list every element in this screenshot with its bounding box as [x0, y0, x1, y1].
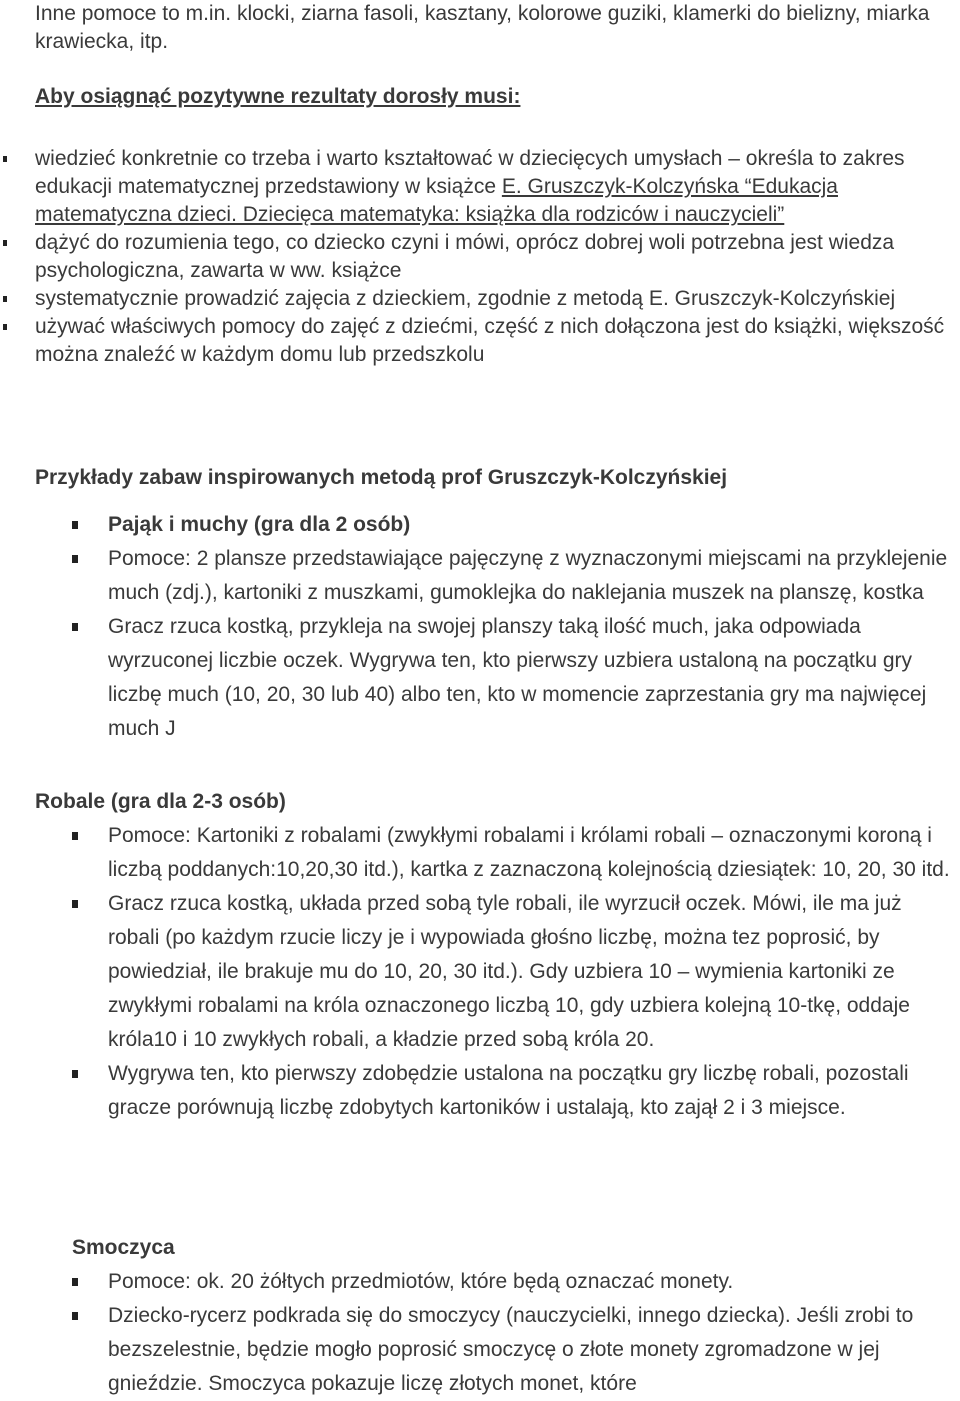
bullet-icon	[72, 555, 78, 563]
list-item-text: używać właściwych pomocy do zajęć z dziećmi, część z nich dołączona jest do książki, większość można znaleźć w każdym domu lub przedszkolu	[35, 315, 945, 366]
list-item-text: Gracz rzuca kostką, układa przed sobą tyle robali, ile wyrzucił oczek. Mówi, ile ma już robali (po każdym rzucie liczy je i wypowiada głośno liczbę, można tez poprosić, by powiedział, ile brakuje mu do 10, 20, 30 itd.). Gdy uzbiera 10 – wymienia kartoniki ze zwykłymi robalami na króla oznaczonego liczbą 10, gdy uzbiera kolejną 10-tkę, oddaje króla10 i 10 zwykłych robali, a kładzie przed sobą króla 20.	[108, 892, 910, 1051]
list-item	[108, 542, 956, 610]
bullet-icon	[3, 324, 7, 330]
list-item	[35, 313, 955, 369]
bullet-icon	[72, 1312, 78, 1320]
list-item-text: wiedzieć konkretnie co trzeba i warto kształtować w dziecięcych umysłach – określa to zakres edukacji matematycznej przedstawiony w książce	[35, 147, 905, 198]
list-item	[108, 887, 956, 1057]
list-item-text: Pomoce: Kartoniki z robalami (zwykłymi robalami i królami robali – oznaczonymi koroną i liczbą poddanych:10,20,30 itd.), kartka z zaznaczoną kolejnością dziesiątek: 10, 20, 30 itd.	[108, 824, 950, 881]
game-smoczyca-title: Smoczyca	[72, 1236, 175, 1259]
list-item	[108, 610, 956, 746]
list-item	[35, 229, 955, 285]
bullet-icon	[72, 1070, 78, 1078]
list-item-text: Pomoce: ok. 20 żółtych przedmiotów, które będą oznaczać monety.	[108, 1270, 734, 1293]
bullet-icon	[72, 623, 78, 631]
list-item	[35, 145, 955, 229]
game-robale-list	[108, 819, 956, 1125]
list-item-text: Dziecko-rycerz podkrada się do smoczycy (nauczycielki, innego dziecka). Jeśli zrobi to bezszelestnie, będzie mogło poprosić smoczycę o złote monety zgromadzone w jej gnieździe. Smoczyca pokazuje liczę złotych monet, które	[108, 1304, 914, 1395]
game-robale-title: Robale (gra dla 2-3 osób)	[35, 790, 286, 813]
list-item	[35, 285, 955, 313]
list-item-text: Wygrywa ten, kto pierwszy zdobędzie ustalona na początku gry liczbę robali, pozostali gracze porównują liczbę zdobytych kartoników i ustalają, kto zajął 2 i 3 miejsce.	[108, 1062, 909, 1119]
bullet-icon	[72, 521, 78, 529]
bullet-icon	[3, 240, 7, 246]
list-item-text: systematycznie prowadzić zajęcia z dzieckiem, zgodnie z metodą E. Gruszczyk-Kolczyńskiej	[35, 287, 896, 310]
adult-requirements-list	[35, 145, 955, 369]
bullet-icon	[72, 832, 78, 840]
examples-heading: Przykłady zabaw inspirowanych metodą prof Gruszczyk-Kolczyńskiej	[35, 466, 728, 489]
intro-paragraph: Inne pomoce to m.in. klocki, ziarna fasoli, kasztany, kolorowe guziki, klamerki do bielizny, miarka krawiecka, itp.	[35, 2, 930, 53]
bullet-icon	[72, 900, 78, 908]
list-item-text: dążyć do rozumienia tego, co dziecko czyni i mówi, oprócz dobrej woli potrzebna jest wiedza psychologiczna, zawarta w ww. książce	[35, 231, 895, 282]
list-item	[108, 1299, 956, 1401]
game-spider-list	[108, 508, 956, 746]
list-item-text: Pomoce: 2 plansze przedstawiające pajęczynę z wyznaczonymi miejscami na przyklejenie much (zdj.), kartoniki z muszkami, gumoklejka do naklejania muszek na planszę, kostka	[108, 547, 948, 604]
game-title: Pająk i muchy (gra dla 2 osób)	[108, 513, 411, 536]
list-item-text: Gracz rzuca kostką, przykleja na swojej planszy taką ilość much, jaka odpowiada wyrzuconej liczbie oczek. Wygrywa ten, kto pierwszy uzbiera ustaloną na początku gry liczbę much (10, 20, 30 lub 40) albo ten, kto w momencie zaprzestania gry ma najwięcej much J	[108, 615, 927, 740]
bullet-icon	[3, 296, 7, 302]
bullet-icon	[72, 1278, 78, 1286]
list-item	[108, 1265, 956, 1299]
bullet-icon	[3, 156, 7, 162]
list-item	[108, 1057, 956, 1125]
list-item	[108, 819, 956, 887]
adult-requirements-heading: Aby osiągnąć pozytywne rezultaty dorosły musi:	[35, 85, 521, 108]
list-item	[108, 508, 956, 542]
game-smoczyca-list	[108, 1265, 956, 1401]
book-reference-link[interactable]: E. Gruszczyk-Kolczyńska “Edukacja matematyczna dzieci. Dziecięca matematyka: książka dla rodziców i nauczycieli”	[35, 175, 838, 226]
